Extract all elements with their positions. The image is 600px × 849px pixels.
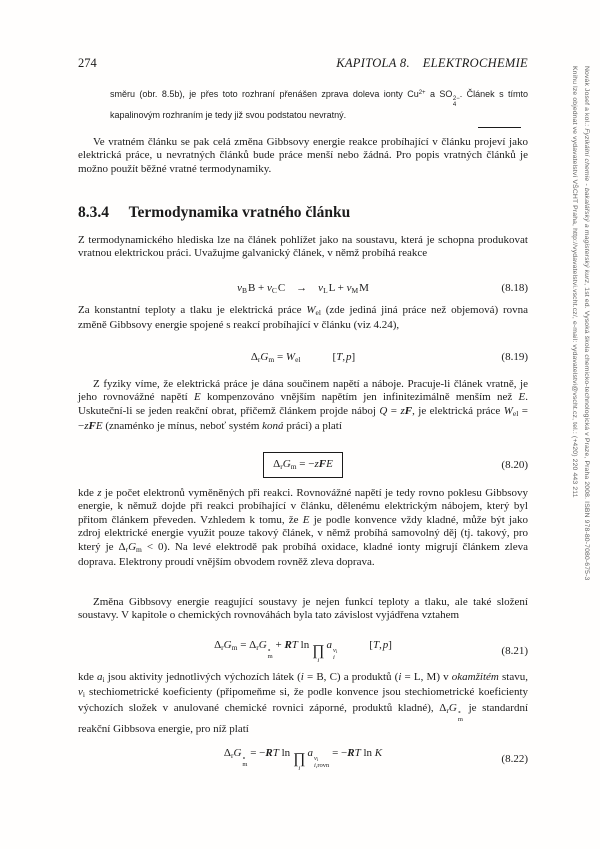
equation-body: $\Delta_rG$ ∘ m = −RT ln ∏ i a $\nu_i$ i,rovn = −RT ln K bbox=[223, 747, 383, 773]
paragraph-electric-work: Za konstantní teploty a tlaku je elektrická práce $W_{el}$ (zde jediná jiná práce než objemová) rovna změně Gibbsovy energie spojené s reakcí probíhající v článku (viz 4.24), bbox=[78, 304, 528, 332]
equation-8-20 bbox=[78, 452, 528, 478]
paragraph-thermodynamic-view: Z termodynamického hlediska lze na článek pohlížet jako na soustavu, která je schopna produkovat vratnou elektrickou práci. Uvažujme galvanický článek, v němž probíhá reakce bbox=[78, 234, 528, 260]
equation-8-22 bbox=[78, 746, 528, 772]
paragraph-gibbs-composition: Změna Gibbsovy energie reagující soustavy je nejen funkcí teploty a tlaku, ale také složení soustavy. V kapitole o chemických rovnováhách byla tato závislost vyjádřena vztahem bbox=[78, 596, 528, 622]
equation-body: $\Delta_rG_m = -zFE$ bbox=[263, 452, 343, 478]
order-info-line: Knihu lze objednat ve vydavatelství VŠCHT Praha, http://vydavatelstvi.vscht.cz/, e-mail: vydavatelstvi@vscht.cz, tel.: (+420) 220 443 211 bbox=[571, 66, 579, 498]
section-end-rule bbox=[478, 127, 521, 128]
equation-condition: [T, p] bbox=[332, 351, 356, 363]
equation-body: $\Delta_rG_m = W_{el}$ bbox=[250, 351, 301, 364]
paragraph-reversible-cell: Ve vratném článku se pak celá změna Gibbsovy energie reakce probíhající v článku projeví jako elektrická práce, u nevratných článků bude práce menší nebo žádná. Pro popis vratných článků je možno použít běžné vratné termodynamiky. bbox=[78, 136, 528, 175]
equation-number: (8.19) bbox=[501, 351, 528, 364]
equation-number: (8.18) bbox=[501, 282, 528, 295]
paragraph-activities: kde $a_i$ jsou aktivity jednotlivých výchozích látek (i = B, C) a produktů (i = L, M) v okamžitém stavu, $\nu_i$ stechiometrické koeficienty (připomeňme si, že podle konvence jsou stechiometrické koeficienty výchozích složek v anulované chemické rovnici záporné, produktů kladné), $\Delta_rG$ ∘ m je standardní reakční Gibbsova energie, pro níž platí bbox=[78, 671, 528, 736]
paragraph-physics-voltage: Z fyziky víme, že elektrická práce je dána součinem napětí a náboje. Pracuje-li článek vratně, je jeho rovnovážné napětí E kompenzováno vnějším napětím jen infinitezimálně menším než E. Uskuteční-li se jeden reakční obrat, přičemž článkem projde náboj Q = zF, je elektrická práce $W_{el} = -zFE$ (znaménko je mínus, neboť systém koná práci) a platí bbox=[78, 378, 528, 433]
equation-body: $\Delta_rG_m = \Delta_rG$ ∘ m + RT ln ∏ i a $\nu_i$ i bbox=[214, 639, 338, 665]
equation-8-18 bbox=[78, 281, 528, 296]
equation-number: (8.21) bbox=[501, 645, 528, 658]
equation-8-19 bbox=[78, 350, 528, 365]
equation-condition: [T, p] bbox=[369, 639, 392, 651]
citation-line: Novák Josef a kol.: Fyzikální chemie - bakalářský a magisterský kurz, 1st ed. Vysoká škola chemicko-technologická v Praze, Praha 2008. ISBN 978-80-7080-675-3 bbox=[583, 66, 590, 581]
intro-note: směru (obr. 8.5b), je přes toto rozhraní přenášen zprava doleva ionty $Cu^{2+}$ a SO 2− 4 . Článek s tímto kapalinovým rozhraním je tedy již svou podstatou nevratný. bbox=[110, 89, 528, 120]
chapter-header: KAPITOLA 8. ELEKTROCHEMIE bbox=[336, 56, 528, 70]
section-title: Termodynamika vratného článku bbox=[128, 204, 351, 221]
section-heading bbox=[78, 204, 350, 222]
paragraph-electron-count: kde z je počet elektronů vyměněných při reakci. Rovnovážné napětí je tedy rovno poklesu Gibbsovy energie, k němuž dojde při reakci probíhající v článku, dělenému elektrickým nábojem, který byl přitom článkem převeden. Vzhledem k tomu, že E je podle konvence vždy kladné, může být jako zdroj elektrické energie využit pouze takový článek, v němž probíhá samovolný děj (tj. takový, pro který je $\Delta_rG_m < 0$). Na levé elektrodě pak probíhá oxidace, kladné ionty migrují článkem zleva doprava. Elektrony proudí vnějším obvodem rovněž zleva doprava. bbox=[78, 487, 528, 569]
equation-number: (8.22) bbox=[501, 753, 528, 766]
equation-8-21 bbox=[78, 638, 528, 664]
page-number: 274 bbox=[78, 56, 97, 70]
equation-number: (8.20) bbox=[501, 458, 528, 471]
equation-body: $\nu_B$ $B + \nu_C$ C → $\nu_L$ $L + \nu_M$ M bbox=[237, 282, 369, 295]
margin-citation bbox=[569, 66, 592, 666]
section-number: 8.3.4 bbox=[78, 204, 109, 221]
page-header bbox=[78, 56, 528, 71]
